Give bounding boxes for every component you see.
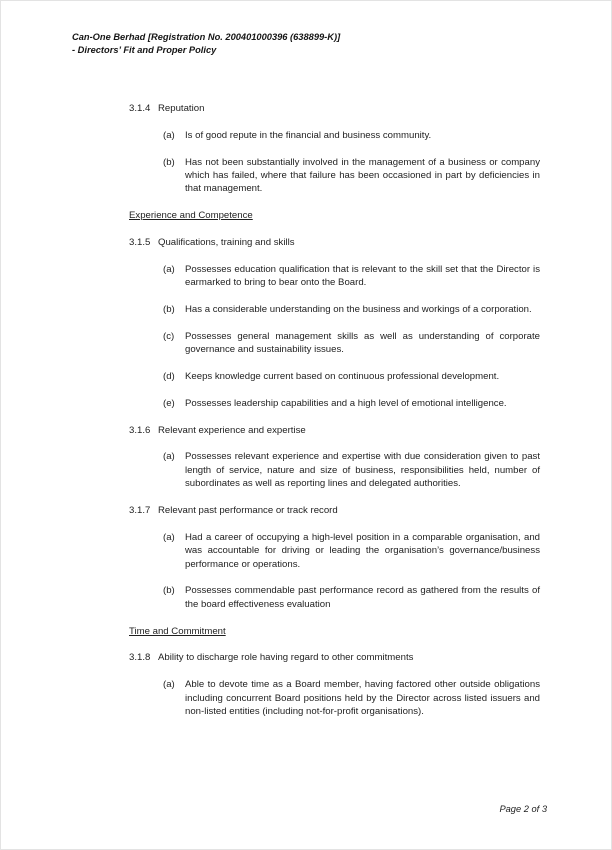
list-item-text: Is of good repute in the financial and business community. — [185, 129, 432, 141]
list-item-letter: (a) — [163, 451, 175, 463]
list-item-text: Possesses relevant experience and expertise with due consideration given to past length of service, nature and size of business, responsibilities held, number of subordinates as well as reporting lines and delegated authorities. — [185, 451, 540, 490]
section-heading-experience-and-competence: Experience and Competence — [129, 210, 253, 222]
section-3-1-7 — [129, 504, 540, 611]
list-item — [163, 450, 540, 490]
section-title: Ability to discharge role having regard to other commitments — [158, 652, 414, 664]
list-item — [163, 303, 540, 316]
section-number: 3.1.5 — [129, 237, 151, 248]
list-item-text: Possesses education qualification that is relevant to the skill set that the Director is earmarked to bring to bear onto the Board. — [185, 263, 540, 289]
section-title: Relevant experience and expertise — [158, 424, 306, 436]
list-item-letter: (c) — [163, 330, 175, 342]
list-item — [163, 584, 540, 611]
section-title-row — [129, 424, 540, 437]
section-3-1-5 — [129, 236, 540, 410]
list-item-text: Has a considerable understanding on the business and workings of a corporation. — [185, 304, 532, 315]
list-item-text: Has not been substantially involved in the management of a business or company which has failed, where that failure has been occasioned in part by deficiencies in that management. — [185, 156, 540, 195]
list-item-text: Possesses commendable past performance record as gathered from the results of the board effectiveness evaluation — [185, 585, 540, 610]
section-number: 3.1.4 — [129, 103, 151, 114]
list-item — [163, 129, 540, 142]
section-title: Qualifications, training and skills — [158, 237, 295, 248]
section-title-row — [129, 651, 540, 664]
list-item — [163, 263, 540, 290]
document-footer — [499, 804, 547, 814]
list-item-text: Had a career of occupying a high-level position in a comparable organisation, and was accountable for driving or leading the organisation’s governance/business performance or operations. — [185, 531, 540, 570]
list-item-letter: (b) — [163, 304, 175, 315]
document-body — [129, 102, 540, 732]
list-item — [163, 678, 540, 718]
list-item-letter: (a) — [163, 531, 175, 543]
section-title-row — [129, 102, 540, 115]
section-title-row — [129, 504, 540, 517]
section-3-1-6 — [129, 424, 540, 491]
document-header — [72, 31, 340, 56]
section-number: 3.1.8 — [129, 652, 151, 664]
list-item-letter: (a) — [163, 263, 175, 275]
list-item — [163, 330, 540, 357]
list-item-text: Keeps knowledge current based on continuous professional development. — [185, 371, 500, 382]
list-item-letter: (a) — [163, 129, 175, 141]
list-item — [163, 370, 540, 383]
list-item-letter: (b) — [163, 156, 175, 168]
list-item — [163, 397, 540, 410]
page-number: Page 2 of 3 — [499, 804, 547, 814]
list-item-text: Able to devote time as a Board member, having factored other outside obligations including concurrent Board positions held by the Director across listed issuers and non-listed entities (including not-for-profit organisations). — [185, 679, 540, 718]
list-item — [163, 531, 540, 571]
list-item-letter: (a) — [163, 679, 175, 691]
section-number: 3.1.6 — [129, 424, 151, 436]
list-item-letter: (b) — [163, 585, 175, 597]
section-title-row — [129, 236, 540, 249]
header-line-1: Can-One Berhad [Registration No. 200401000396 (638899-K)] — [72, 32, 341, 42]
list-item-letter: (e) — [163, 397, 175, 409]
list-item-text: Possesses leadership capabilities and a high level of emotional intelligence. — [185, 397, 507, 409]
section-number: 3.1.7 — [129, 505, 151, 516]
list-item — [163, 156, 540, 196]
header-line-2: - Directors’ Fit and Proper Policy — [72, 44, 217, 55]
section-heading-time-and-commitment: Time and Commitment — [129, 625, 226, 637]
section-3-1-4 — [129, 102, 540, 196]
section-3-1-8 — [129, 651, 540, 718]
list-item-letter: (d) — [163, 371, 175, 382]
list-item-text: Possesses general management skills as well as understanding of corporate governance and sustainability issues. — [185, 330, 540, 356]
section-title: Reputation — [158, 103, 205, 114]
section-title: Relevant past performance or track record — [158, 505, 338, 516]
